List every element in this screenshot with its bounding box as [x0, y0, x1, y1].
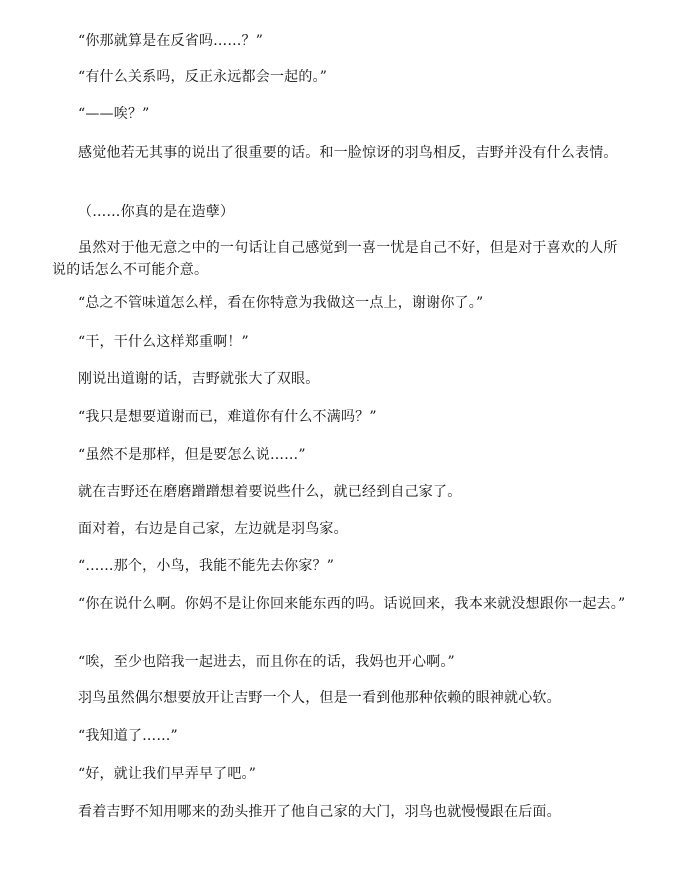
paragraph-7: “总之不管味道怎么样，看在你特意为我做这一点上，谢谢你了。” [78, 295, 484, 311]
paragraph-8: “干，干什么这样郑重啊！” [78, 334, 249, 350]
paragraph-20: 看着吉野不知用哪来的劲头推开了他自己家的大门，羽鸟也就慢慢跟在后面。 [78, 804, 561, 820]
paragraph-13: 面对着，右边是自己家，左边就是羽鸟家。 [78, 521, 348, 537]
paragraph-19: “好，就让我们早弄早了吧。” [78, 766, 257, 782]
paragraph-1: “你那就算是在反省吗……？” [78, 33, 264, 49]
paragraph-5: （……你真的是在造孽） [78, 204, 235, 220]
paragraph-16: “唉，至少也陪我一起进去，而且你在的话，我妈也开心啊。” [78, 654, 455, 670]
paragraph-15: “你在说什么啊。你妈不是让你回来能东西的吗。话说回来，我本来就没想跟你一起去。” [78, 596, 626, 612]
paragraph-2: “有什么关系吗，反正永远都会一起的。” [78, 69, 328, 85]
paragraph-14: “……那个，小鸟，我能不能先去你家？” [78, 558, 335, 574]
paragraph-4: 感觉他若无其事的说出了很重要的话。和一脸惊讶的羽鸟相反，吉野并没有什么表情。 [78, 145, 618, 161]
paragraph-11: “虽然不是那样，但是要怎么说……” [78, 447, 306, 463]
paragraph-18: “我知道了……” [78, 728, 178, 744]
paragraph-12: 就在吉野还在磨磨蹭蹭想着要说些什么，就已经到自己家了。 [78, 484, 462, 500]
paragraph-10: “我只是想要道谢而已，难道你有什么不满吗？” [78, 409, 377, 425]
paragraph-3: “——唉？” [78, 106, 150, 122]
paragraph-17: 羽鸟虽然偶尔想要放开让吉野一个人，但是一看到他那种依赖的眼神就心软。 [78, 690, 561, 706]
paragraph-6: 虽然对于他无意之中的一句话让自己感觉到一喜一忧是自己不好，但是对于喜欢的人所说的话怎么不可能介意。 [52, 240, 618, 278]
paragraph-9: 刚说出道谢的话，吉野就张大了双眼。 [78, 371, 320, 387]
